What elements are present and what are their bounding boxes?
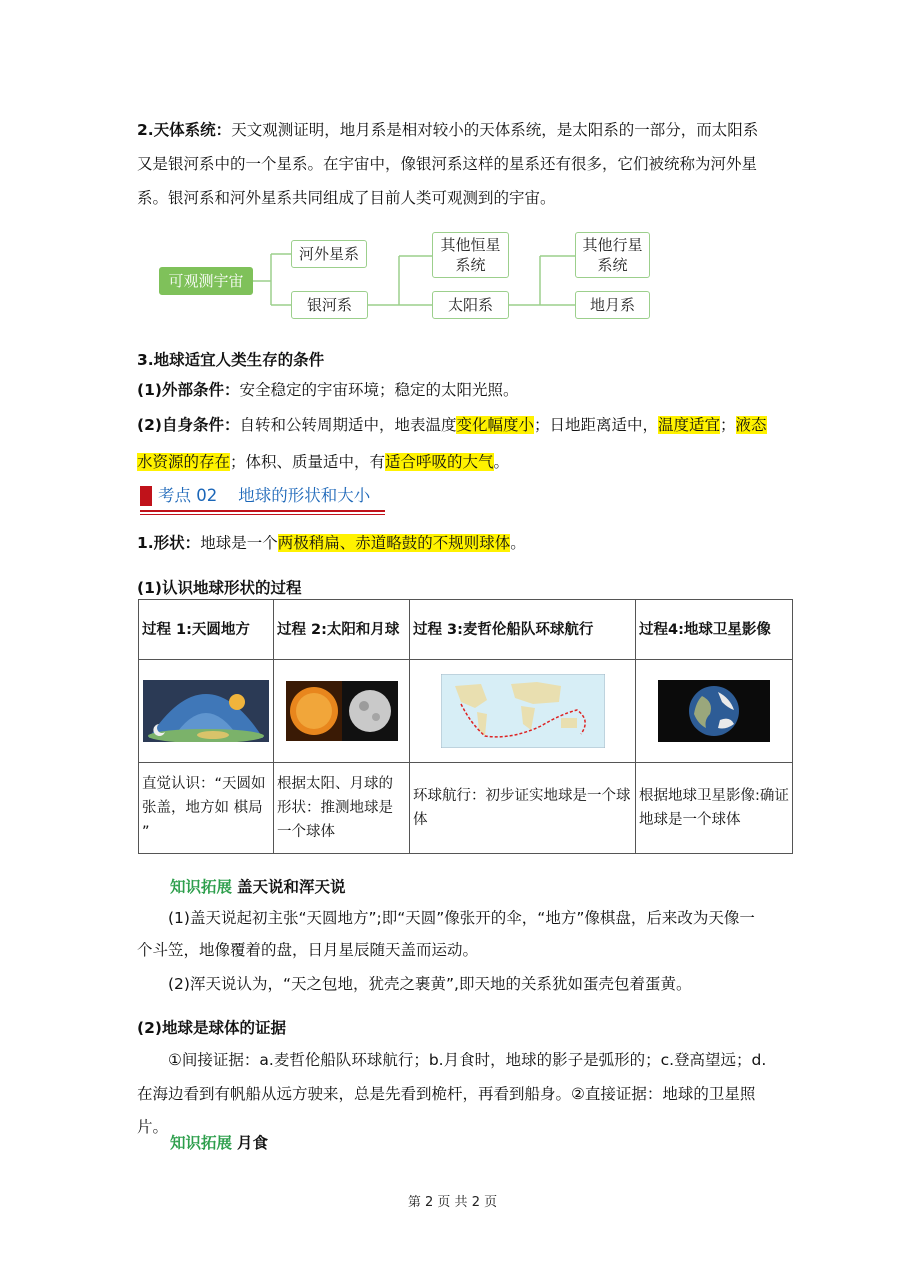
s3-int-t1: 自转和公转周期适中，地表温度 (239, 416, 457, 434)
ext2-heading (170, 1127, 810, 1160)
table-cell: 根据太阳、月球的形状：推测地球是一个球体 (274, 763, 410, 854)
s2-label: 2.天体系统： (137, 121, 232, 139)
section-heading (140, 483, 385, 515)
s3-int-label: (2)自身条件： (137, 416, 240, 434)
s3-int-t2: ；日地距离适中， (534, 416, 659, 434)
table-cell: 环球航行：初步证实地球是一个球体 (410, 763, 636, 854)
s3-ext-text: 安全稳定的宇宙环境；稳定的太阳光照。 (239, 381, 519, 399)
section-underline-thin (140, 514, 385, 515)
shape-t2: 。 (510, 534, 526, 552)
table-header: 过程4:地球卫星影像 (636, 600, 793, 660)
process-table (138, 599, 793, 854)
evidence-line1: ①间接证据：a.麦哲伦船队环球航行；b.月食时，地球的影子是弧形的；c.登高望远；d. (168, 1051, 767, 1069)
s3-int-h3a: 液态 (735, 416, 767, 434)
evidence-title: (2)地球是球体的证据 (137, 1019, 286, 1037)
section-marker (140, 486, 152, 506)
page-footer: 第 2 页 共 2 页 (407, 1195, 498, 1210)
process-title: (1)认识地球形状的过程 (137, 579, 302, 597)
node-extragalactic: 河外星系 (291, 240, 367, 268)
earth-satellite-image (658, 680, 770, 742)
shape-highlight: 两极稍扁、赤道略鼓的不规则球体 (277, 534, 511, 552)
s3-title: 3.地球适宜人类生存的条件 (137, 351, 325, 369)
shape-line (137, 527, 777, 560)
section-title: 考点 02 地球的形状和大小 (158, 486, 371, 505)
node-solar-system: 太阳系 (432, 291, 509, 319)
node-other-stars (432, 232, 509, 278)
s2-text1: 天文观测证明，地月系是相对较小的天体系统，是太阳系的一部分，而太阳系 (231, 121, 759, 139)
s3-int-h3b: 水资源的存在 (137, 453, 231, 471)
dome-sky-image (143, 680, 269, 742)
node-other-stars-line2: 系统 (455, 256, 486, 274)
s2-line1 (137, 114, 777, 147)
node-other-planets (575, 232, 650, 278)
s3-int-h1: 变化幅度小 (456, 416, 534, 434)
image-cell-sun-moon (274, 660, 410, 763)
ext1-heading (170, 871, 810, 904)
s2-line2: 又是银河系中的一个星系。在宇宙中，像银河系这样的星系还有很多，它们被统称为河外星 (137, 155, 758, 173)
table-text-row (139, 763, 793, 854)
image-cell-voyage (410, 660, 636, 763)
node-earth-moon: 地月系 (575, 291, 650, 319)
s3-internal-line2 (137, 446, 777, 479)
s3-int-t4: ；体积、质量适中，有 (230, 453, 386, 471)
s3-ext-label: (1)外部条件： (137, 381, 240, 399)
shape-label: 1.形状： (137, 534, 201, 552)
ext1-title: 盖天说和浑天说 (236, 878, 346, 896)
s3-int-t5: 。 (493, 453, 510, 471)
table-header-row (139, 600, 793, 660)
image-cell-satellite (636, 660, 793, 763)
evidence-line2: 在海边看到有帆船从远方驶来，总是先看到桅杆，再看到船身。②直接证据：地球的卫星照片。 (137, 1085, 756, 1136)
table-cell: 根据地球卫星影像:确证地球是一个球体 (636, 763, 793, 854)
table-header: 过程 3:麦哲伦船队环球航行 (410, 600, 636, 660)
voyage-map-image (441, 674, 605, 748)
ext2-title: 月食 (236, 1134, 268, 1152)
node-other-planets-line1: 其他行星 (582, 236, 643, 254)
table-header: 过程 2:太阳和月球 (274, 600, 410, 660)
node-other-stars-line1: 其他恒星 (440, 236, 501, 254)
ext1-p2: (2)浑天说认为，“天之包地，犹壳之裹黄”,即天地的关系犹如蛋壳包着蛋黄。 (168, 975, 692, 993)
s3-external (137, 374, 777, 407)
ext2-tag: 知识拓展 (170, 1134, 233, 1152)
ext1-tag: 知识拓展 (170, 878, 233, 896)
table-header: 过程 1:天圆地方 (139, 600, 274, 660)
s3-int-h2: 温度适宜 (658, 416, 721, 434)
shape-t1: 地球是一个 (200, 534, 278, 552)
node-other-planets-line2: 系统 (597, 256, 628, 274)
node-milky-way: 银河系 (291, 291, 368, 319)
sun-moon-image (286, 681, 398, 741)
ext1-p1a: (1)盖天说起初主张“天圆地方”;即“天圆”像张开的伞，“地方”像棋盘，后来改为天像一 (168, 909, 755, 927)
s3-int-t3: ； (720, 416, 736, 434)
image-cell-sky (139, 660, 274, 763)
table-cell: 直觉认识：“天圆如张盖，地方如 棋局 ” (139, 763, 274, 854)
s3-int-h4: 适合呼吸的大气 (385, 453, 494, 471)
section-underline (140, 510, 385, 512)
table-image-row (139, 660, 793, 763)
s2-line3: 系。银河系和河外星系共同组成了目前人类可观测到的宇宙。 (137, 189, 556, 207)
node-observable-universe: 可观测宇宙 (159, 267, 253, 295)
ext1-p1b: 个斗笠，地像覆着的盘，日月星辰随天盖而运动。 (137, 941, 479, 959)
s3-internal-line1 (137, 409, 777, 442)
